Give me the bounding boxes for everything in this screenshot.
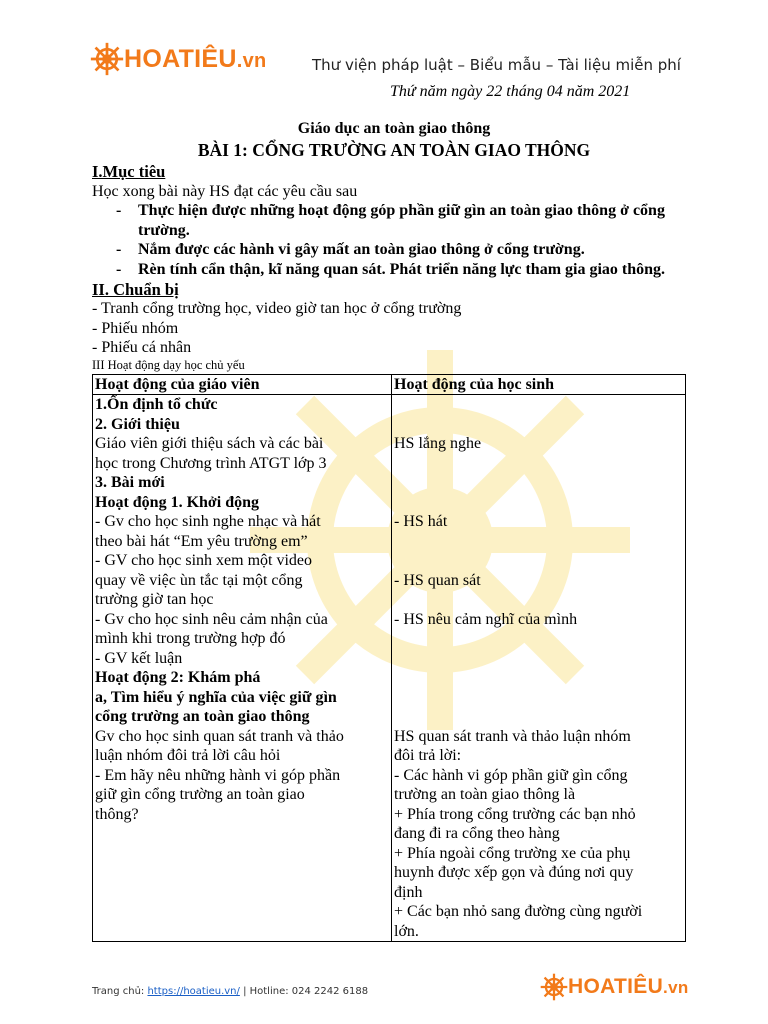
logo: [90, 42, 267, 76]
column-header-student: Hoạt động của học sinh: [392, 374, 686, 395]
list-item: - Phiếu nhóm: [92, 319, 179, 337]
table-header-row: [93, 374, 686, 395]
section-activities-title: III Hoạt động dạy học chủ yếu: [92, 357, 245, 372]
section-objectives-title: I.Mục tiêu: [92, 162, 166, 181]
ship-wheel-icon: [540, 973, 568, 1001]
list-item: - Thực hiện được những hoạt động góp phần giữ gìn an toàn giao thông ở cổng trường.: [116, 202, 665, 239]
list-item: - Phiếu cá nhân: [92, 339, 192, 357]
document-subject: Giáo dục an toàn giao thông: [297, 120, 491, 137]
list-item: - Rèn tính cẩn thận, kĩ năng quan sát. Phát triển năng lực tham gia giao thông.: [116, 260, 666, 278]
column-header-teacher: Hoạt động của giáo viên: [93, 374, 392, 395]
list-item: - Tranh cổng trường học, video giờ tan học ở cổng trường: [92, 300, 462, 318]
homepage-link[interactable]: https://hoatieu.vn/: [147, 986, 240, 997]
student-activities-cell: HS lắng nghe - HS hát - HS quan sát - HS nêu cảm nghĩ của mình HS quan sát tranh và thảo luận nhóm đôi trả lời: - Các hành vi góp phần giữ gìn cổng trường an toàn giao thông là + Phía trong cổng trường các bạn nhỏ đang đi ra cổng theo hàng + Phía ngoài cổng trường xe của phụ huynh được xếp gọn và đúng nơi quy định + Các bạn nhỏ sang đường cùng người lớn.: [392, 395, 686, 942]
activities-table: [92, 374, 686, 943]
logo-text: HOATIÊU.vn: [568, 975, 689, 998]
lesson-title: BÀI 1: CỔNG TRƯỜNG AN TOÀN GIAO THÔNG: [197, 140, 591, 160]
footer: Trang chủ: https://hoatieu.vn/ | Hotline: 024 2242 6188: [92, 986, 369, 997]
list-item: - Nắm được các hành vi gây mất an toàn giao thông ở cổng trường.: [116, 241, 585, 259]
footer-logo: [540, 973, 689, 1001]
teacher-activities-cell: 1.Ổn định tổ chức 2. Giới thiệu Giáo viên giới thiệu sách và các bài học trong Chương trình ATGT lớp 3 3. Bài mới Hoạt động 1. Khởi động - Gv cho học sinh nghe nhạc và hát theo bài hát “Em yêu trường em” - GV cho học sinh xem một video quay về việc ùn tắc tại một cổng trường giờ tan học - Gv cho học sinh nêu cảm nhận của mình khi trong trường hợp đó - GV kết luận Hoạt động 2: Khám phá a, Tìm hiểu ý nghĩa của việc giữ gìn cổng trường an toàn giao thông Gv cho học sinh quan sát tranh và thảo luận nhóm đôi trả lời câu hỏi - Em hãy nêu những hành vi góp phần giữ gìn cổng trường an toàn giao thông?: [93, 395, 392, 942]
document-body: [92, 162, 692, 942]
table-row: [93, 395, 686, 942]
objectives-intro: Học xong bài này HS đạt các yêu cầu sau: [92, 182, 358, 200]
ship-wheel-icon: [90, 42, 124, 76]
section-preparation-title: II. Chuẩn bị: [92, 279, 179, 299]
logo-text: HOATIÊU.vn: [124, 44, 267, 73]
document-date: Thứ năm ngày 22 tháng 04 năm 2021: [390, 83, 631, 100]
header-slogan: Thư viện pháp luật – Biểu mẫu – Tài liệu miễn phí: [312, 56, 681, 74]
